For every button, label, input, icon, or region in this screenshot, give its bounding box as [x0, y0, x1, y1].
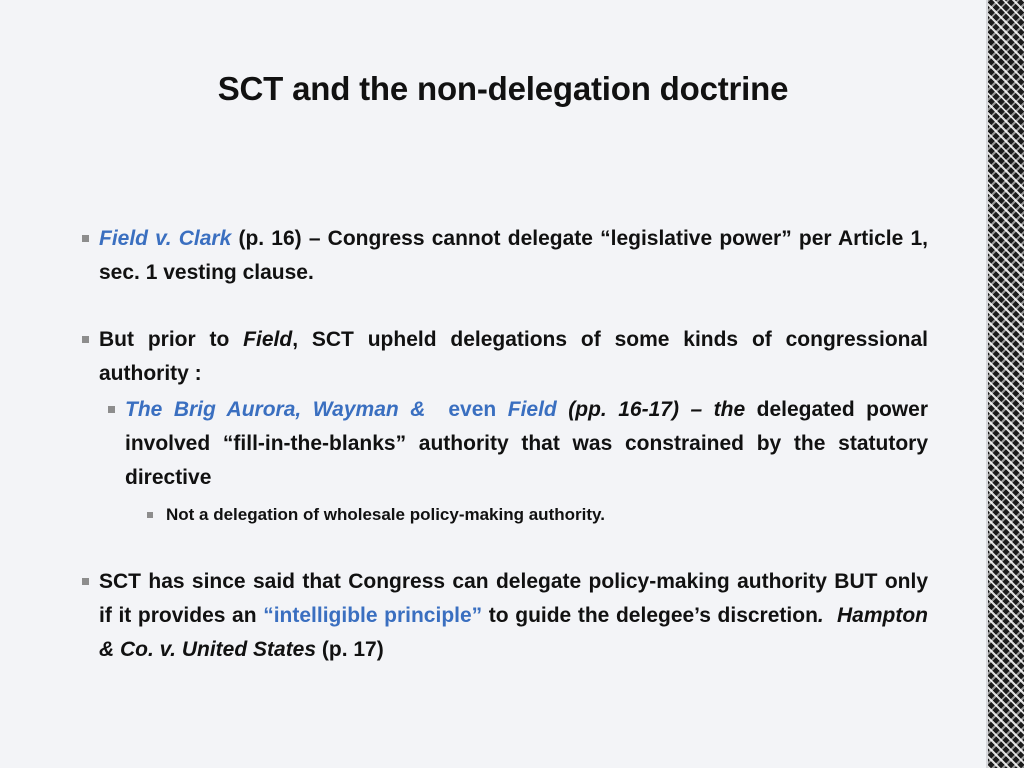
page-reference: (p. 17) — [321, 638, 384, 661]
case-name: Hampton & Co. v. United States — [99, 604, 928, 661]
bullet-text-pre: SCT has since said that Congress can delegate policy-making authority BUT only if it provides an — [99, 570, 928, 627]
page-reference: (pp. 16-17) – the — [568, 398, 746, 421]
bullet-text: Not a delegation of wholesale policy-making authority. — [166, 505, 605, 524]
bullet-text-mid: to guide the delegee’s discretion — [488, 604, 818, 627]
period: . — [817, 604, 824, 627]
bullet-field-v-clark — [78, 222, 928, 290]
slide-title: SCT and the non-delegation doctrine — [217, 70, 789, 107]
bullet-text: (p. 16) – Congress cannot delegate “legislative power” per Article 1, sec. 1 vesting clause. — [99, 227, 929, 284]
bullet-intelligible-principle — [78, 565, 928, 667]
case-name: Field v. Clark — [99, 227, 232, 250]
bullet-text-post: , SCT upheld delegations of some kinds of congressional authority : — [99, 328, 928, 385]
case-name-field: Field — [507, 398, 557, 421]
even-text: even — [448, 398, 497, 421]
subbullet-brig-aurora — [78, 393, 928, 495]
case-names: The Brig Aurora, Wayman & — [125, 398, 426, 421]
bullet-marker — [82, 235, 89, 242]
bullet-text: delegated power involved “fill-in-the-blanks” authority that was constrained by the statutory directive — [125, 398, 928, 489]
case-name: Field — [243, 328, 293, 351]
bullet-marker — [82, 336, 89, 343]
bullet-marker — [147, 512, 153, 518]
bullet-prior-delegations — [78, 323, 928, 391]
slide-body — [78, 222, 928, 667]
subsubbullet-not-wholesale — [78, 502, 928, 528]
highlight-phrase: “intelligible principle” — [263, 604, 483, 627]
decorative-edge-strip — [988, 0, 1024, 768]
bullet-marker — [108, 406, 115, 413]
bullet-text-pre: But prior to — [99, 328, 230, 351]
bullet-marker — [82, 578, 89, 585]
